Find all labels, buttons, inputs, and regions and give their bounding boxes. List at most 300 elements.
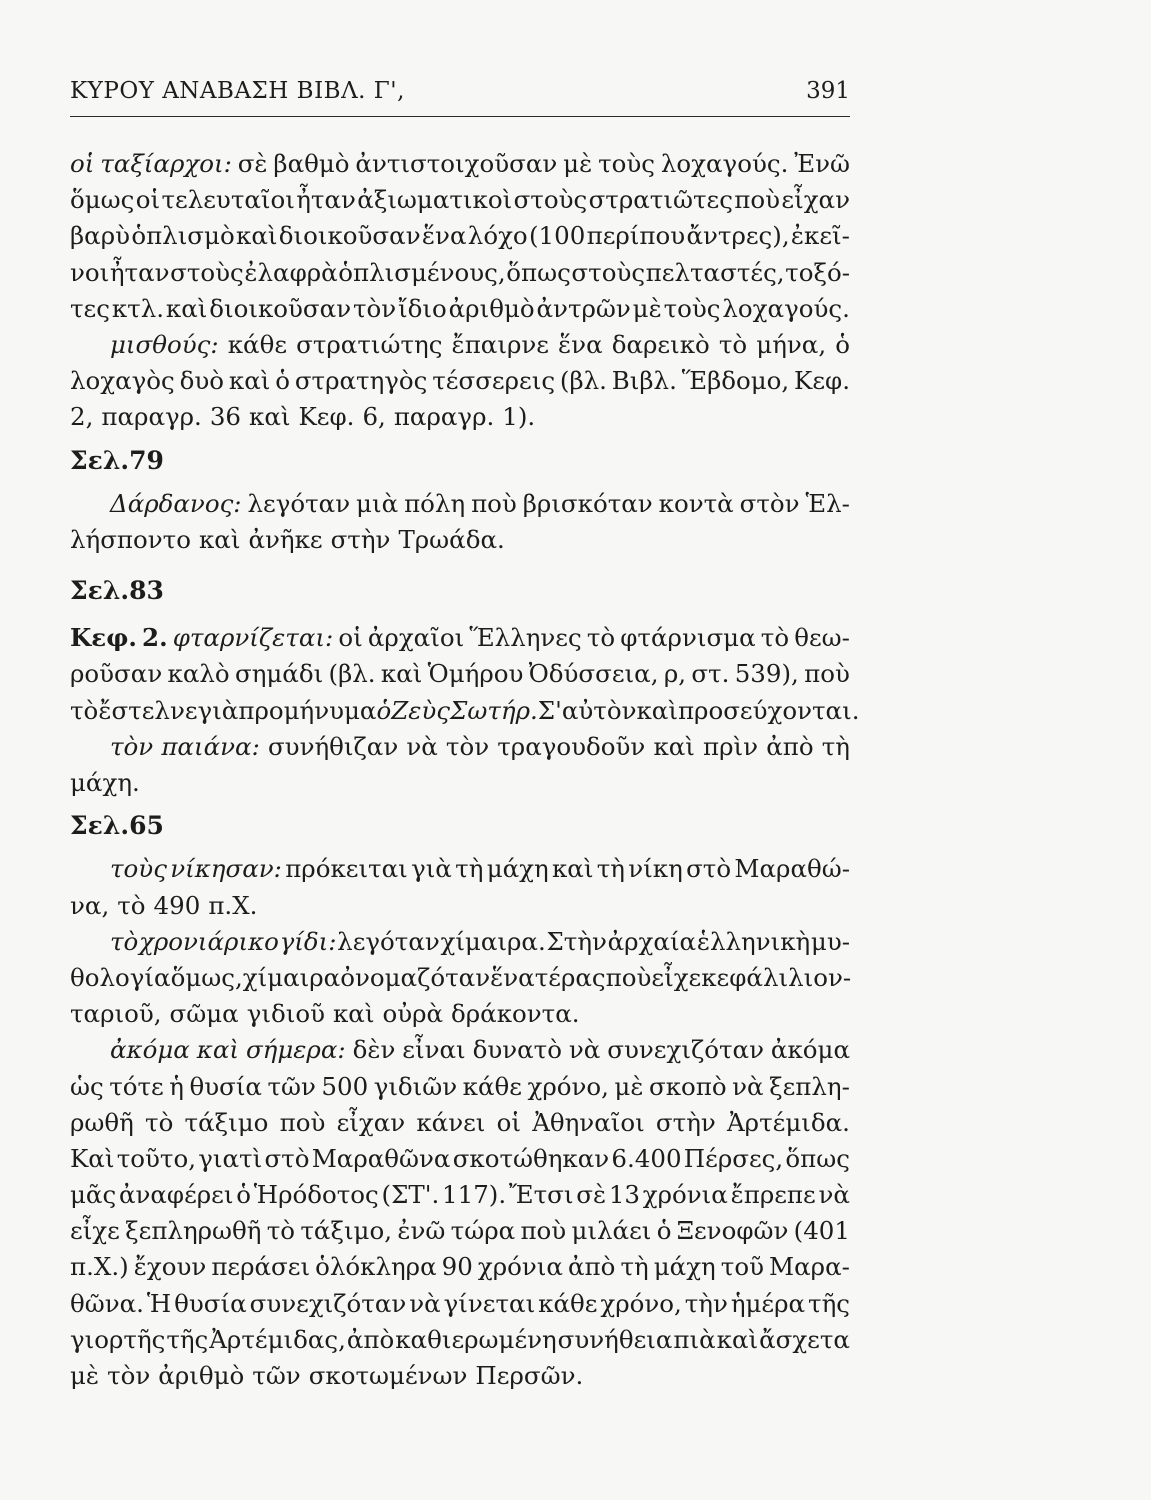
text-line [70, 1141, 850, 1177]
word: Ξενοφῶν [676, 1216, 789, 1246]
word: Κεφ. [794, 366, 850, 396]
word: μὲ [563, 149, 593, 178]
word: λοχαγὸς [70, 366, 175, 396]
word: Ἀρτέμιδας, [209, 1324, 346, 1354]
word: οὐρὰ [382, 999, 444, 1029]
word: μυ- [810, 926, 850, 956]
word: μὲ [70, 1361, 100, 1390]
word: μιὰ [356, 488, 399, 518]
word: τὴ [821, 731, 850, 761]
word: στὸ [686, 854, 732, 884]
term-word: χρονιάρικο [139, 926, 279, 956]
word: ὅμως [70, 185, 135, 215]
word: γιατὶ [198, 1143, 263, 1173]
word: ἀπὸ [568, 1252, 616, 1282]
word: βαθμὸ [273, 149, 350, 178]
word: ὁ [275, 366, 290, 396]
word: Ἑλ- [805, 488, 850, 518]
word: συνήθεια [557, 1324, 673, 1354]
word: μήνα, [756, 329, 827, 359]
word: τὸ [760, 623, 790, 653]
word: στρατηγὸς [294, 366, 428, 396]
word: ἄσχετα [759, 1324, 850, 1354]
word: τέσσερεις [432, 366, 556, 396]
word: πιὰ [673, 1324, 716, 1354]
text-line [70, 291, 850, 327]
header-rule [70, 116, 850, 117]
term-word: ἀκόμα [110, 1035, 190, 1065]
word: Ἀθηναῖοι [532, 1107, 645, 1137]
word: στὸ [264, 1143, 310, 1173]
word: ἀνῆκε [248, 524, 323, 554]
word: νὰ [409, 1288, 441, 1318]
word: Ἡρόδοτος [253, 1180, 379, 1210]
text-line [70, 851, 850, 887]
word: λεγόταν [337, 926, 440, 956]
word: π.Χ. [208, 890, 258, 920]
word: χρόνια [642, 1180, 728, 1210]
word: οἱ [338, 623, 363, 653]
word: Καὶ [70, 1143, 115, 1173]
word: γιορτῆς [70, 1324, 166, 1354]
word: 79 [129, 445, 164, 475]
word: ἔχουν [133, 1252, 207, 1282]
word: εἶχε [651, 962, 702, 992]
text-line [70, 1105, 850, 1141]
word: τὴν [684, 1288, 728, 1318]
word: ἔστελνε [98, 695, 198, 725]
word: θυσία [174, 1288, 247, 1318]
text-line [70, 1249, 850, 1285]
word: χίμαιρα. [440, 926, 546, 956]
word: θυσία [189, 1071, 262, 1101]
word: μὲ [632, 293, 662, 323]
word: λεγόταν [247, 488, 351, 518]
word: τες [70, 293, 110, 323]
word: μιλάει [571, 1216, 652, 1246]
term-word: παιάνα: [161, 731, 260, 761]
word: καὶ [332, 999, 375, 1029]
word: μὲ [614, 1071, 644, 1101]
word: στὴν [330, 524, 391, 554]
text-line [70, 960, 850, 996]
word: ἀριθμὸ [448, 293, 535, 323]
word: τοὺς [663, 293, 721, 323]
word: καὶ [653, 731, 695, 761]
word: Μαρα- [769, 1252, 850, 1282]
term-word: ταξίαρχοι: [100, 149, 232, 178]
word: λιον- [788, 962, 852, 992]
word: (βλ. [328, 659, 376, 689]
word: 6.400 [611, 1143, 682, 1173]
word: τὸ [266, 1216, 296, 1246]
word: τὴ [455, 854, 484, 884]
word: Ἔτσι [508, 1180, 574, 1210]
text-line [70, 1177, 850, 1213]
word: Κεφ. [298, 402, 355, 432]
word: κοντὰ [658, 488, 734, 518]
word: ποὺ [279, 1107, 326, 1137]
word: (401 [793, 1216, 850, 1246]
word: παραγρ. [101, 402, 202, 432]
word: Ὁμήρου [427, 659, 524, 689]
word: τέρας [534, 962, 606, 992]
word: ἀπὸ [766, 731, 814, 761]
term-word: φταρνίζεται: [172, 623, 334, 653]
word: τὸ [718, 329, 748, 359]
word: τῶν [252, 1361, 301, 1390]
term-word: ὁ [376, 695, 392, 725]
text-line [70, 146, 850, 182]
word: ἀντρῶν [536, 293, 631, 323]
word: ὀνομαζόταν [340, 962, 491, 992]
word: στοὺς [170, 257, 244, 287]
word: χρόνια [477, 1252, 563, 1282]
word: λήσποντο [70, 524, 191, 554]
word: δαρεικὸ [611, 329, 710, 359]
word: περάσει [211, 1252, 311, 1282]
word: διοικοῦσαν [278, 221, 421, 251]
text-line [70, 656, 850, 692]
word: ἡμέρα [730, 1288, 806, 1318]
text-line [70, 888, 850, 924]
word: τάξιμο, [300, 1216, 393, 1246]
word: ἕνα [490, 962, 535, 992]
word: προμήνυμα [238, 695, 377, 725]
word: ὁ [236, 1180, 252, 1210]
term-word: σήμερα: [245, 1035, 346, 1065]
word: στρατιώτης [296, 329, 443, 359]
word: τῶν [267, 1071, 316, 1101]
word: ἄντρες), [686, 221, 790, 251]
word: καλὸ [167, 659, 230, 689]
word: νὰ [818, 1180, 850, 1210]
word: 539), [734, 659, 799, 689]
word: σὲ [237, 149, 268, 178]
word: ἑλληνικὴ [696, 926, 811, 956]
word: ὅπως [785, 1143, 850, 1173]
word: δυνατὸ [472, 1035, 562, 1065]
word: οἱ [496, 1107, 521, 1137]
word: ποὺ [471, 488, 517, 518]
word: Ἀρτέμιδα. [726, 1107, 850, 1137]
word: καθιερωμένη [395, 1324, 557, 1354]
word: Τρωάδα. [398, 524, 505, 554]
running-title: ΚΥΡΟΥ ΑΝΑΒΑΣΗ ΒΙΒΛ. Γ', [70, 78, 405, 104]
word: εἶχε [70, 1216, 120, 1246]
text-line [70, 620, 850, 656]
word: καὶ [249, 402, 291, 432]
word: προσεύχονται. [677, 695, 860, 725]
word: να, [70, 890, 110, 920]
word: Μαραθώ- [734, 854, 850, 884]
term-word: Σωτήρ. [450, 695, 538, 725]
word: Σελ. [70, 576, 130, 606]
word: καὶ [228, 366, 271, 396]
word: ἀρχαία [607, 926, 697, 956]
word: ποὺ [804, 659, 850, 689]
term-word: τοὺς [110, 854, 167, 884]
word: 500 [321, 1071, 369, 1101]
word: θῶνα. [70, 1288, 144, 1318]
word: ἕνα [558, 329, 603, 359]
word: κάθε [227, 329, 288, 359]
word: περίπου [586, 221, 686, 251]
word: τὸν [445, 731, 490, 761]
word: ἀναφέρει [118, 1180, 234, 1210]
word: τὸν [352, 293, 397, 323]
word: ὁπλισμὸ [131, 221, 235, 251]
text-line [70, 522, 850, 558]
word: τραγουδοῦν [497, 731, 646, 761]
word: (βλ. [559, 366, 607, 396]
word: σὲ [576, 1180, 607, 1210]
word: ἀξιωματικοὶ [357, 185, 513, 215]
word: στρατιῶτες [588, 185, 733, 215]
word: καὶ [551, 854, 594, 884]
word: καὶ [380, 659, 423, 689]
word: οἱ [135, 185, 161, 215]
text-line [70, 693, 860, 729]
text-line [70, 218, 850, 254]
word: 83 [129, 576, 164, 606]
word: μᾶς [70, 1180, 117, 1210]
word: Στὴν [546, 926, 607, 956]
word: ὁλόκληρα [315, 1252, 437, 1282]
word: δυὸ [179, 366, 225, 396]
word: πόλη [404, 488, 466, 518]
word: ροῦσαν [70, 659, 163, 689]
word: σῶμα [169, 999, 239, 1029]
term-word: τὸ [110, 926, 139, 956]
word: ἕνα [421, 221, 467, 251]
word: γιδιῶν [373, 1071, 458, 1101]
word: τὸ [586, 623, 616, 653]
word: σημάδι [234, 659, 324, 689]
text-line [70, 327, 850, 363]
text-line [70, 486, 850, 522]
word: σκοτωμένων [308, 1361, 468, 1390]
word: τῆς [166, 1324, 209, 1354]
word: καὶ [165, 293, 208, 323]
word: ἐνῶ [397, 1216, 446, 1246]
term-word: οἱ [70, 149, 95, 178]
word: π.Χ.) [70, 1252, 129, 1282]
word: νὰ [406, 731, 438, 761]
word: ἐλαφρὰ [244, 257, 338, 287]
word: 13 [608, 1180, 641, 1210]
word: γιδιοῦ [246, 999, 325, 1029]
word: ἐκεῖ- [790, 221, 850, 251]
word: στὴν [655, 1107, 716, 1137]
term-word: γίδι: [279, 926, 337, 956]
page-number: 391 [806, 78, 850, 104]
word: αὐτὸν [561, 695, 637, 725]
word: ὁ [656, 1216, 672, 1246]
word: κτλ. [111, 293, 165, 323]
word: κάθε [462, 1071, 522, 1101]
word: Σελ. [70, 445, 130, 475]
word: τοῦτο, [116, 1143, 196, 1173]
word: νοι [70, 257, 110, 287]
word: ποὺ [520, 1216, 567, 1246]
word: δράκοντα. [451, 999, 580, 1029]
word: ὅπως [506, 257, 571, 287]
text-line [70, 182, 850, 218]
word: χρόνο, [527, 1071, 609, 1101]
word: στοὺς [513, 185, 588, 215]
text-line [70, 1358, 850, 1394]
word: στὸν [739, 488, 800, 518]
word: τὸν [107, 1361, 151, 1390]
word: διοικοῦσαν [209, 293, 352, 323]
text-line [70, 399, 850, 435]
word: τελευταῖοι [161, 185, 295, 215]
word: τάξιμο [184, 1107, 269, 1137]
word: μάχη. [70, 768, 140, 797]
section-heading [70, 566, 850, 616]
word: νὰ [568, 1035, 601, 1065]
word: καὶ [236, 221, 278, 251]
word: λοχαγούς. [660, 149, 789, 178]
word: τὸ [145, 1107, 174, 1137]
text-line [70, 255, 850, 291]
word: τῆς [808, 1288, 850, 1318]
word: γιὰ [197, 695, 239, 725]
text-line [70, 729, 850, 765]
word: στ. [691, 659, 730, 689]
text-line [70, 924, 850, 960]
word: Ἡ [146, 1288, 172, 1318]
word: τοξό- [785, 257, 850, 287]
word: 6, [362, 402, 386, 432]
word: εἶχαν [336, 1107, 406, 1137]
word: κεφάλι [701, 962, 789, 992]
word: φτάρνισμα [620, 623, 756, 653]
text-line [70, 1322, 850, 1358]
section-heading [70, 436, 850, 486]
word: σκοπὸ [649, 1071, 727, 1101]
word: χίμαιρα [242, 962, 341, 992]
word: (100 [528, 221, 586, 251]
word: ὁ [835, 329, 850, 359]
word: ἀκόμα [770, 1035, 850, 1065]
word: Ἕβδομο, [681, 366, 790, 396]
word: ὡς [70, 1071, 104, 1101]
word: κάθε [538, 1288, 598, 1318]
word: Περσῶν. [475, 1361, 584, 1390]
word: ὁπλισμένους, [338, 257, 506, 287]
word: ἦταν [109, 257, 170, 287]
word: ρ, [663, 659, 687, 689]
word: πρόκειται [285, 854, 408, 884]
word: 117). [442, 1180, 507, 1210]
page-header [70, 78, 850, 118]
word: ἴδιο [398, 293, 447, 323]
word: καὶ [636, 695, 678, 725]
commentary-text [70, 146, 860, 1394]
word: τὸ [117, 890, 146, 920]
word: ὅμως, [170, 962, 243, 992]
word: σκοτώθηκαν [452, 1143, 610, 1173]
bold-word: 2. [142, 623, 168, 653]
word: 65 [129, 811, 164, 841]
word: γιὰ [411, 854, 452, 884]
text-line [70, 363, 850, 399]
word: ἡ [169, 1071, 184, 1101]
word: μάχη [653, 1252, 716, 1282]
word: (ΣΤ'. [381, 1180, 440, 1210]
word: 490 [153, 890, 201, 920]
word: θολογία [70, 962, 171, 992]
word: Μαραθῶνα [311, 1143, 451, 1173]
word: τὴ [596, 854, 625, 884]
word: 1). [502, 402, 536, 432]
word: τότε [109, 1071, 164, 1101]
word: ξεπληρωθῆ [125, 1216, 262, 1246]
word: δὲν [352, 1035, 396, 1065]
word: ρωθῆ [70, 1107, 134, 1137]
word: θεω- [794, 623, 850, 653]
word: 90 [441, 1252, 473, 1282]
section-heading [70, 801, 850, 851]
word: ἔπρεπε [730, 1180, 816, 1210]
word: ἀπὸ [346, 1324, 395, 1354]
word: 2, [70, 402, 94, 432]
word: συνεχιζόταν [607, 1035, 764, 1065]
word: τὴ [620, 1252, 649, 1282]
term-word: νίκησαν: [170, 854, 282, 884]
word: βρισκόταν [522, 488, 653, 518]
word: 36 [209, 402, 242, 432]
word: εἶχαν [781, 185, 850, 215]
word: βαρὺ [70, 221, 131, 251]
text-line [70, 765, 850, 801]
word: λόχο [467, 221, 528, 251]
word: τοῦ [720, 1252, 764, 1282]
text-line [70, 1286, 850, 1322]
word: νίκη [628, 854, 683, 884]
word: χρόνο, [600, 1288, 682, 1318]
word: Σ' [537, 695, 562, 725]
word: ἀρχαῖοι [367, 623, 465, 653]
word: πρὶν [703, 731, 759, 761]
word: μάχη [486, 854, 549, 884]
word: ποὺ [605, 962, 652, 992]
word: καὶ [198, 524, 241, 554]
word: ξεπλη- [769, 1071, 850, 1101]
term-word: Δάρδανος: [110, 488, 242, 518]
word: συνεχιζόταν [249, 1288, 407, 1318]
word: λοχαγούς. [722, 293, 850, 323]
word: καὶ [716, 1324, 759, 1354]
term-word: Ζεὺς [391, 695, 451, 725]
word: ταριοῦ, [70, 999, 162, 1029]
word: τώρα [450, 1216, 516, 1246]
word: Βιβλ. [611, 366, 677, 396]
text-line [70, 996, 850, 1032]
word: Πέρσες, [683, 1143, 784, 1173]
word: εἶναι [402, 1035, 466, 1065]
word: ἔπαιρνε [451, 329, 549, 359]
word: συνήθιζαν [267, 731, 399, 761]
word: Ἐνῶ [794, 149, 850, 178]
text-line [70, 1069, 850, 1105]
term-word: τὸν [110, 731, 154, 761]
word: ποὺ [734, 185, 781, 215]
text-line [70, 1032, 850, 1068]
word: τὸ [70, 695, 99, 725]
